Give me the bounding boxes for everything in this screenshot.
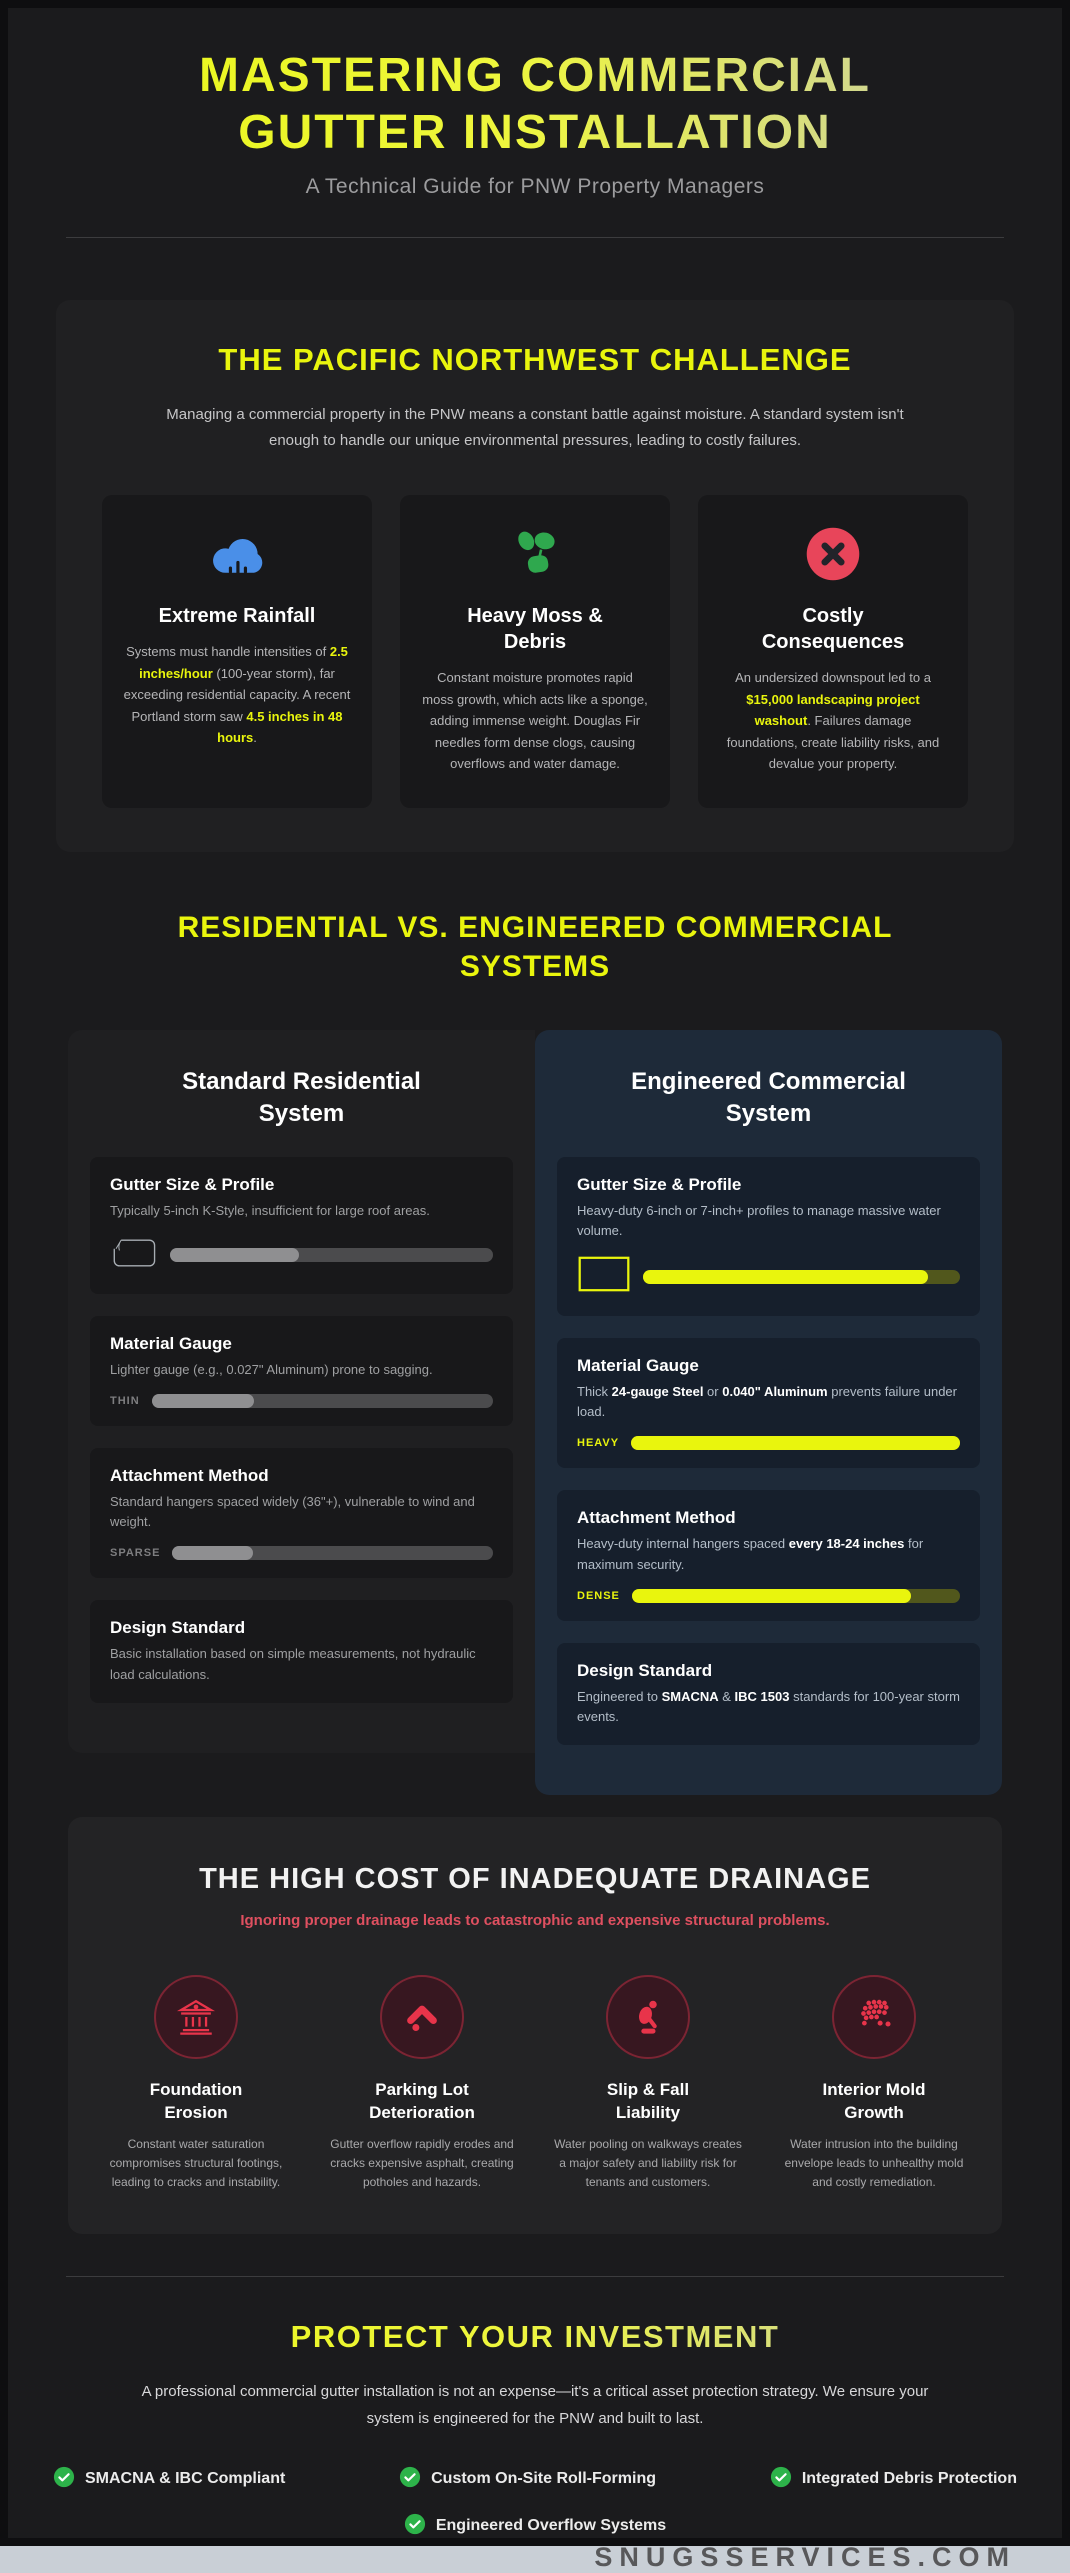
drainage-card-mold xyxy=(772,1975,976,2192)
badge-label: Integrated Debris Protection xyxy=(801,2470,1017,2488)
header-divider xyxy=(66,237,1004,238)
mold-spores-icon xyxy=(832,1975,916,2059)
check-circle-icon xyxy=(53,2466,75,2493)
item-body: Heavy-duty 6-inch or 7-inch+ profiles to manage massive water volume. xyxy=(577,1202,941,1238)
drainage-card-body: Constant water saturation compromises structural footings, leading to cracks and instability. xyxy=(109,2136,283,2190)
comparison-heading xyxy=(8,908,1062,986)
drainage-card-body: Water pooling on walkways creates a major safety and liability risk for tenants and customers. xyxy=(554,2136,742,2190)
drainage-subtitle: Ignoring proper drainage leads to catastrophic and expensive structural problems. xyxy=(240,1911,830,1929)
item-body: Thick 24-gauge Steel or 0.040" Aluminum prevents failure under load. xyxy=(577,1384,957,1420)
drainage-cards xyxy=(94,1975,976,2192)
capacity-bar xyxy=(577,1255,960,1298)
cta-title: PROTECT YOUR INVESTMENT xyxy=(8,2319,1062,2355)
drainage-card-title: Foundation Erosion xyxy=(149,2079,243,2122)
item-title: Material Gauge xyxy=(110,1333,232,1353)
check-circle-icon xyxy=(399,2466,421,2493)
bar-track xyxy=(170,1248,493,1262)
capacity-bar xyxy=(110,1394,493,1408)
comparison-heading-line1: RESIDENTIAL VS. ENGINEERED COMMERCIAL xyxy=(177,911,893,945)
item-body: Basic installation based on simple measurements, not hydraulic load calculations. xyxy=(110,1646,476,1682)
residential-title-line1: Standard Residential xyxy=(182,1068,421,1096)
page-title-line1: MASTERING COMMERCIAL xyxy=(199,49,871,102)
challenge-intro: Managing a commercial property in the PNW means a constant battle against moisture. A standard system isn't enough to handle our unique environmental pressures, leading to costly failures. xyxy=(166,406,904,449)
item-body: Typically 5-inch K-Style, insufficient for large roof areas. xyxy=(110,1202,430,1218)
bank-building-icon xyxy=(154,1975,238,2059)
footer-divider xyxy=(66,2276,1004,2277)
challenge-card-title: Costly Consequences xyxy=(761,605,905,654)
residential-item-design-standard xyxy=(90,1600,513,1702)
residential-title-line2: System xyxy=(258,1099,345,1127)
x-circle-icon xyxy=(712,525,954,583)
commercial-title-line2: System xyxy=(725,1099,812,1127)
challenge-card-title: Heavy Moss & Debris xyxy=(467,605,603,654)
residential-panel xyxy=(68,1030,535,1752)
challenge-card-body: Systems must handle intensities of 2.5 inches/hour (100-year storm), far exceeding residential capacity. A recent Portland storm saw 4.5 inches in 48 hours. xyxy=(123,644,351,745)
challenge-cards xyxy=(102,495,968,808)
badge-label: SMACNA & IBC Compliant xyxy=(85,2470,286,2488)
challenge-card-costly xyxy=(698,495,968,808)
bar-track xyxy=(632,1589,960,1603)
bar-fill xyxy=(172,1546,252,1560)
page-subtitle: A Technical Guide for PNW Property Managers xyxy=(305,175,765,199)
bar-track xyxy=(152,1394,493,1408)
bar-fill xyxy=(632,1589,911,1603)
drainage-card-body: Water intrusion into the building envelope leads to unhealthy mold and costly remediation. xyxy=(784,2136,964,2190)
drainage-card-title: Parking Lot Deterioration xyxy=(369,2079,475,2122)
drainage-card-foundation xyxy=(94,1975,298,2192)
challenge-card-body: An undersized downspout led to a $15,000 landscaping project washout. Failures damage foundations, create liability risks, and devalue your property. xyxy=(726,670,940,771)
commercial-item-design-standard xyxy=(557,1643,980,1745)
residential-item-gutter-size xyxy=(90,1157,513,1294)
drainage-card-title: Interior Mold Growth xyxy=(822,2079,926,2122)
commercial-title-line1: Engineered Commercial xyxy=(631,1068,906,1096)
cta-badges-row1 xyxy=(53,2466,1017,2493)
badge-label: Custom On-Site Roll-Forming xyxy=(431,2470,656,2488)
badge-smacna-compliant xyxy=(53,2466,285,2493)
bar-label: THIN xyxy=(110,1395,140,1408)
bar-label: HEAVY xyxy=(577,1437,620,1450)
challenge-card-title: Extreme Rainfall xyxy=(158,605,316,628)
item-body: Standard hangers spaced widely (36"+), vulnerable to wind and weight. xyxy=(110,1494,475,1530)
item-title: Gutter Size & Profile xyxy=(110,1174,275,1194)
rain-cloud-icon xyxy=(116,525,358,583)
challenge-title: THE PACIFIC NORTHWEST CHALLENGE xyxy=(218,342,852,378)
bar-track xyxy=(172,1546,493,1560)
commercial-item-material-gauge xyxy=(557,1338,980,1468)
drainage-card-body: Gutter overflow rapidly erodes and cracks expensive asphalt, creating potholes and hazards. xyxy=(330,2136,514,2190)
item-title: Attachment Method xyxy=(577,1508,736,1528)
capacity-bar xyxy=(577,1589,960,1603)
drainage-card-title: Slip & Fall Liability xyxy=(606,2079,690,2122)
gutter-box-profile-icon xyxy=(577,1255,631,1298)
bar-track xyxy=(631,1436,960,1450)
gutter-profile-icon xyxy=(110,1235,158,1276)
item-title: Material Gauge xyxy=(577,1356,699,1376)
residential-panel-title xyxy=(90,1066,513,1128)
item-body: Heavy-duty internal hangers spaced every 18-24 inches for maximum security. xyxy=(577,1536,924,1572)
bar-label: DENSE xyxy=(577,1589,620,1602)
slip-fall-icon xyxy=(606,1975,690,2059)
commercial-item-gutter-size xyxy=(557,1157,980,1316)
commercial-item-attachment xyxy=(557,1490,980,1620)
residential-item-material-gauge xyxy=(90,1316,513,1426)
item-body: Lighter gauge (e.g., 0.027" Aluminum) prone to sagging. xyxy=(110,1361,433,1377)
item-title: Design Standard xyxy=(577,1660,713,1680)
badge-debris-protection xyxy=(770,2466,1017,2493)
challenge-card-rainfall xyxy=(102,495,372,808)
capacity-bar xyxy=(577,1436,960,1450)
item-title: Attachment Method xyxy=(110,1466,269,1486)
capacity-bar xyxy=(110,1235,493,1276)
badge-roll-forming xyxy=(399,2466,656,2493)
item-title: Design Standard xyxy=(110,1618,246,1638)
bar-track xyxy=(643,1270,960,1284)
item-body: Engineered to SMACNA & IBC 1503 standards for 100-year storm events. xyxy=(577,1688,960,1724)
bar-fill xyxy=(170,1248,299,1262)
comparison-heading-line2: SYSTEMS xyxy=(459,950,611,984)
check-circle-icon xyxy=(770,2466,792,2493)
badge-overflow-systems xyxy=(404,2513,666,2540)
commercial-panel xyxy=(535,1030,1002,1795)
drainage-title: THE HIGH COST OF INADEQUATE DRAINAGE xyxy=(199,1862,871,1895)
header xyxy=(8,48,1062,238)
capacity-bar xyxy=(110,1546,493,1560)
watermark: SNUGSSERVICES.COM xyxy=(594,2541,1016,2572)
bar-fill xyxy=(152,1394,254,1408)
bar-fill xyxy=(643,1270,928,1284)
commercial-panel-title xyxy=(557,1066,980,1128)
bar-label: SPARSE xyxy=(110,1547,161,1560)
roof-erosion-icon xyxy=(380,1975,464,2059)
drainage-section xyxy=(68,1817,1002,2234)
cta-body: A professional commercial gutter installation is not an expense—it's a critical asset protection strategy. We ensure your system is engineered for the PNW and built to last. xyxy=(141,2383,929,2427)
challenge-card-body: Constant moisture promotes rapid moss growth, which acts like a sponge, adding immense weight. Douglas Fir needles form dense clogs, causing overflows and water damage. xyxy=(422,670,648,771)
challenge-card-moss xyxy=(400,495,670,808)
challenge-section xyxy=(56,300,1014,852)
check-circle-icon xyxy=(404,2513,426,2540)
residential-item-attachment xyxy=(90,1448,513,1578)
bar-fill xyxy=(631,1436,960,1450)
page-title-line2: GUTTER INSTALLATION xyxy=(238,105,832,159)
cta-section xyxy=(8,2319,1062,2573)
comparison-panels xyxy=(68,1030,1002,1795)
moss-leaves-icon xyxy=(414,525,656,583)
page-title xyxy=(8,48,1062,161)
badge-label: Engineered Overflow Systems xyxy=(435,2517,667,2535)
drainage-card-parking xyxy=(320,1975,524,2192)
item-title: Gutter Size & Profile xyxy=(577,1174,742,1194)
drainage-card-slip xyxy=(546,1975,750,2192)
cta-badges-row2 xyxy=(8,2513,1062,2540)
